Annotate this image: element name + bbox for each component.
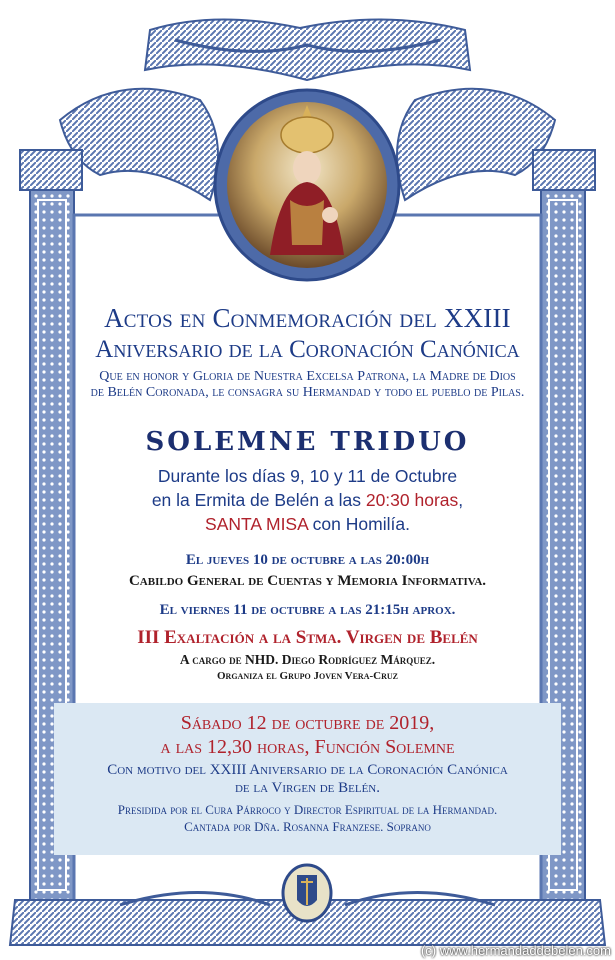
triduo-days-prefix: Durante los días [157,466,291,487]
foliage-left [60,89,218,200]
funcion-officiants [54,802,561,836]
jueves-date: El jueves 10 de octubre a las 20:00h [185,552,430,569]
funcion-sung-by: Cantada por Dña. Rosanna Franzese. Soprano [184,818,431,834]
triduo-heading: SOLEMNE TRIDUO [145,427,470,458]
exaltacion-speaker: A cargo de NHD. Diego Rodríguez Márquez. [179,652,436,668]
triduo-line-2 [70,489,545,513]
exaltacion-organizer: Organiza el Grupo Joven Vera-Cruz [217,670,398,683]
funcion-motive-line-2: de la Virgen de Belén. [234,780,380,796]
dedication-text [60,369,555,401]
copyright-watermark: (c) www.hermandaddebelen.com [420,943,611,958]
foliage-right [397,89,555,200]
santa-misa-label: SANTA MISA [205,513,308,534]
triduo-days-suffix: de Octubre [365,466,458,487]
announcement-content [70,300,545,682]
triduo-place: en la Ermita de Belén a las [151,490,366,510]
top-drapery [145,19,470,80]
funcion-solemne-band [54,703,561,855]
triduo-time: 20:30 horas [365,490,459,510]
exaltacion-title: III Exaltación a la Stma. Virgen de Belén [137,627,478,649]
funcion-date-line-1: Sábado 12 de octubre de 2019, [180,712,435,734]
cabildo-text: Cabildo General de Cuentas y Memoria Informativa. [128,573,487,590]
triduo-time-suffix: , [458,490,464,510]
dedication-line-1: Que en honor y Gloria de Nuestra Excelsa Patrona, la Madre de Dios [99,369,516,385]
dedication-line-2: de Belén Coronada, le consagra su Hermandad y todo el pueblo de Pilas. [90,385,525,401]
viernes-date: El viernes 11 de octubre a las 21:15h aprox. [159,602,456,619]
funcion-presided-by: Presidida por el Cura Párroco y Director Espiritual de la Hermandad. [117,802,498,817]
title-line-1: Actos en Conmemoración del XXIII [104,303,511,333]
funcion-motive-line-1: Con motivo del XXIII Aniversario de la Coronación Canónica [107,762,508,778]
triduo-details [70,465,545,536]
triduo-line-1 [70,465,545,489]
homilia-label: con Homilía. [307,513,410,534]
triduo-line-3 [70,513,545,537]
funcion-date-line-2: a las 12,30 horas, Función Solemne [160,736,455,758]
funcion-motive [54,761,561,797]
triduo-days: 9, 10 y 11 [290,466,366,487]
funcion-date [54,711,561,759]
title-line-2: Aniversario de la Coronación Canónica [95,335,520,363]
